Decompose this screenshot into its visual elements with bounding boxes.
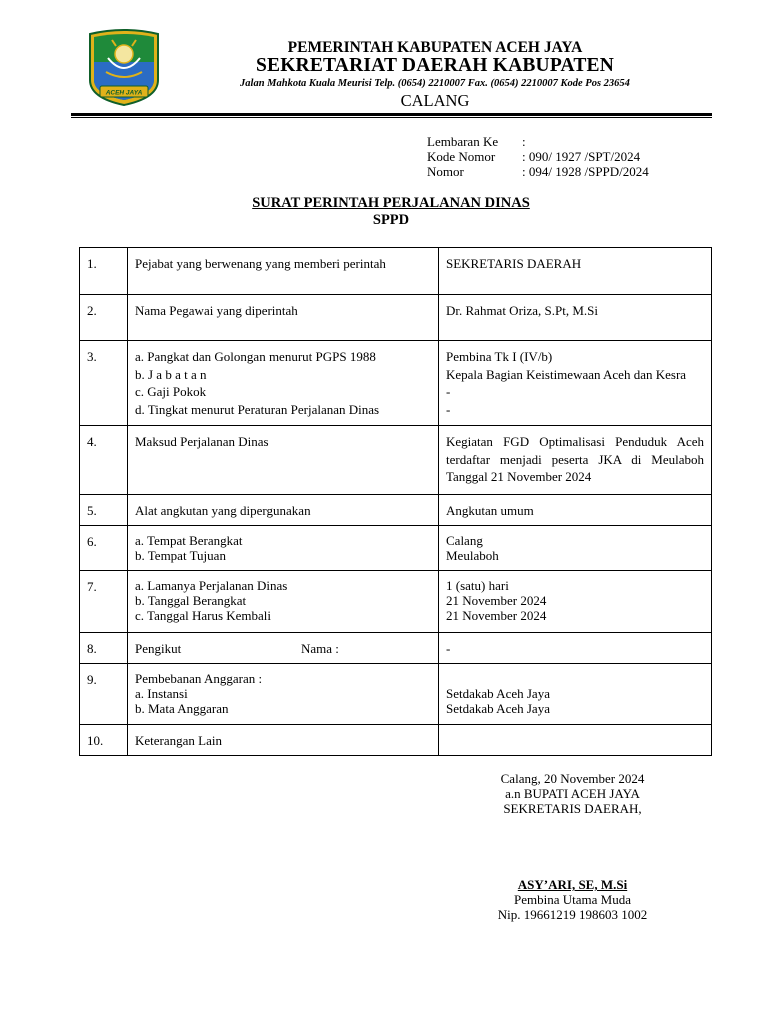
table-row: 4. Maksud Perjalanan Dinas Kegiatan FGD Optimalisasi Penduduk Aceh terdaftar menjadi peserta JKA di Meulaboh Tanggal 21 November 2024 <box>80 426 712 495</box>
header-government: PEMERINTAH KABUPATEN ACEH JAYA <box>287 39 583 56</box>
table-row: 10. Keterangan Lain <box>80 725 712 756</box>
header-city: CALANG <box>400 91 470 110</box>
table-row: 1. Pejabat yang berwenang yang memberi perintah SEKRETARIS DAERAH <box>80 248 712 295</box>
header-address: Jalan Mahkota Kuala Meurisi Telp. (0654) 2210007 Fax. (0654) 2210007 Kode Pos 23654 <box>240 78 630 89</box>
table-row: 3. a. Pangkat dan Golongan menurut PGPS 1988 b. J a b a t a n c. Gaji Pokok d. Tingkat menurut Peraturan Perjalanan Dinas Pembina Tk I (IV/b) Kepala Bagian Keistimewaan Aceh dan Kesra - - <box>80 341 712 426</box>
aceh-jaya-logo <box>86 28 162 106</box>
document-subtitle: SPPD <box>372 212 410 228</box>
ref-nomor: Nomor : 094/ 1928 /SPPD/2024 <box>427 164 649 179</box>
signature-position: SEKRETARIS DAERAH, <box>503 801 642 816</box>
table-row: 7. a. Lamanya Perjalanan Dinas b. Tanggal Berangkat c. Tanggal Harus Kembali 1 (satu) hari 21 November 2024 21 November 2024 <box>80 571 712 633</box>
signature-place-date: Calang, 20 November 2024 <box>500 771 645 786</box>
table-row: 9. Pembebanan Anggaran : a. Instansi b. Mata Anggaran Setdakab Aceh Jaya Setdakab Aceh Jaya <box>80 664 712 725</box>
signature-nip: Nip. 19661219 198603 1002 <box>497 907 648 922</box>
signature-on-behalf: a.n BUPATI ACEH JAYA <box>505 786 640 801</box>
ref-kode-nomor: Kode Nomor : 090/ 1927 /SPT/2024 <box>427 149 641 164</box>
header-rule-thin <box>71 117 712 118</box>
svg-text:ACEH JAYA: ACEH JAYA <box>105 89 143 97</box>
header-secretariat: SEKRETARIAT DAERAH KABUPATEN <box>255 55 615 76</box>
signature-name: ASY’ARI, SE, M.Si <box>517 877 628 892</box>
document-title: SURAT PERINTAH PERJALANAN DINAS <box>252 195 530 211</box>
ref-lembaran: Lembaran Ke : <box>427 134 526 149</box>
table-row: 8. Pengikut Nama : - <box>80 633 712 664</box>
table-row: 6. a. Tempat Berangkat b. Tempat Tujuan Calang Meulaboh <box>80 526 712 571</box>
sppd-table <box>79 247 712 756</box>
table-row: 5. Alat angkutan yang dipergunakan Angkutan umum <box>80 495 712 526</box>
coat-of-arms-icon <box>86 28 162 106</box>
signature-rank: Pembina Utama Muda <box>514 892 631 907</box>
table-row: 2. Nama Pegawai yang diperintah Dr. Rahmat Oriza, S.Pt, M.Si <box>80 295 712 341</box>
header-rule-thick <box>71 113 712 116</box>
